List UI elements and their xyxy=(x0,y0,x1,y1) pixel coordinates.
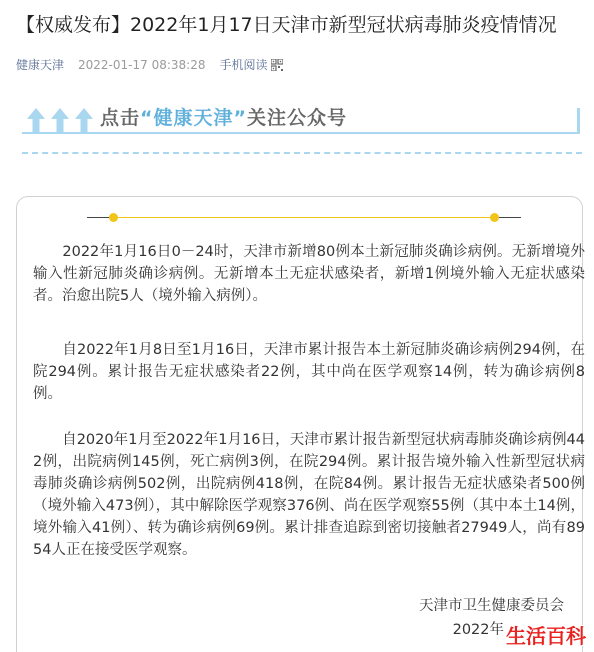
up-arrow-icon xyxy=(51,108,69,134)
follow-suffix: 关注公众号 xyxy=(247,107,348,129)
watermark-logo: 生活百科 xyxy=(506,624,586,648)
signature: 天津市卫生健康委员会 xyxy=(419,598,564,614)
divider-dot-left xyxy=(109,213,118,222)
divider-dot-right xyxy=(490,213,499,222)
up-arrow-icon xyxy=(27,108,45,134)
divider-line-left xyxy=(87,217,109,218)
follow-banner[interactable] xyxy=(22,100,582,160)
publish-date: 2022-01-17 08:38:28 xyxy=(78,57,206,72)
up-arrow-icon xyxy=(75,108,93,134)
banner-underline xyxy=(22,132,577,134)
qr-code-icon[interactable] xyxy=(271,59,283,71)
divider-line-middle xyxy=(118,217,490,218)
follow-prefix: 点击 xyxy=(100,107,141,129)
signature-date: 2022年 xyxy=(452,622,504,638)
paragraph-daily-report: 2022年1月16日0－24时，天津市新增80例本土新冠肺炎确诊病例。无新增境外输入性新冠肺炎确诊病例。无新增本土无症状感染者，新增1例境外输入无症状感染者。治愈出院5人（境外输入病例）。 xyxy=(33,244,585,304)
account-name: “健康天津” xyxy=(140,107,247,129)
decorative-divider xyxy=(87,213,521,223)
paragraph-local-cumulative: 自2022年1月8日至1月16日，天津市累计报告本土新冠肺炎确诊病例294例，在院294例。累计报告无症状感染者22例，其中尚在医学观察14例，转为确诊病例8例。 xyxy=(33,342,585,402)
follow-text xyxy=(100,106,347,130)
article-title: 【权威发布】2022年1月17日天津市新型冠状病毒肺炎疫情情况 xyxy=(16,14,557,36)
article-meta xyxy=(16,56,283,73)
paragraph-total-cumulative: 自2020年1月至2022年1月16日，天津市累计报告新型冠状病毒肺炎确诊病例442例，出院病例145例，死亡病例3例，在院294例。累计报告境外输入性新型冠状病毒肺炎确诊病例502例，出院病例418例，在院84例。累计报告无症状感染者500例（境外输入473例），其中解除医学观察376例、尚在医学观察55例（其中本土14例，境外输入41例）、转为确诊病例69例。累计排查追踪到密切接触者27949人，尚有8954人正在接受医学观察。 xyxy=(33,432,585,558)
mobile-read-link[interactable]: 手机阅读 xyxy=(219,58,268,72)
dashed-divider xyxy=(22,152,582,154)
divider-line-right xyxy=(499,217,521,218)
banner-bracket xyxy=(577,108,580,134)
author-link[interactable]: 健康天津 xyxy=(16,58,65,72)
content-card xyxy=(16,196,583,652)
